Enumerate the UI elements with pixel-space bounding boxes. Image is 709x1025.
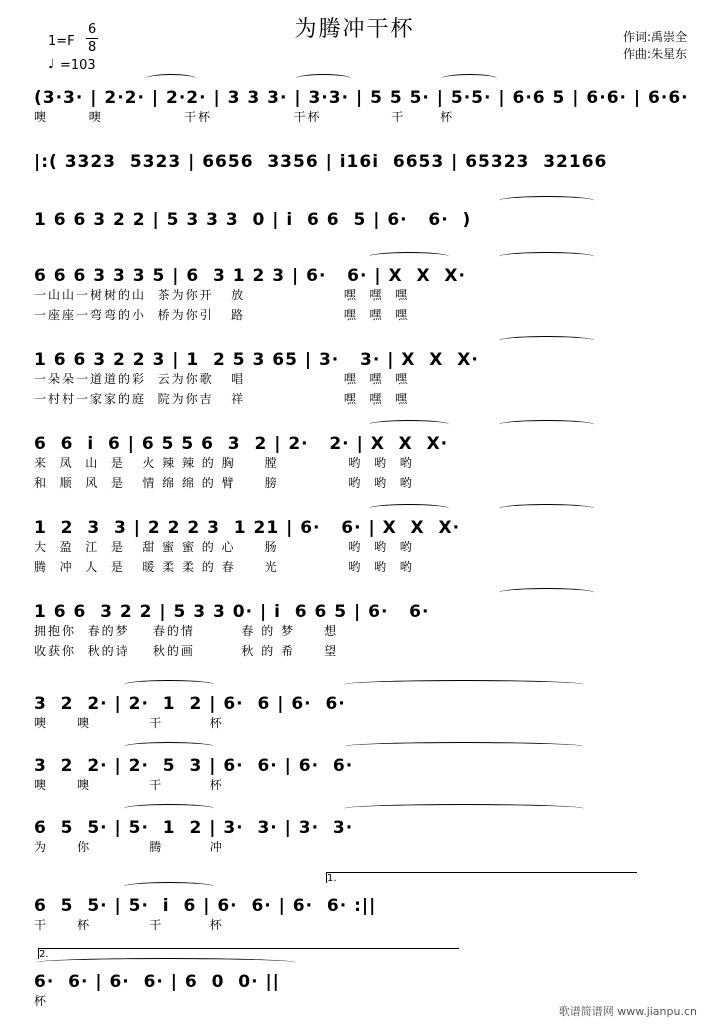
lyric-line-1: 一朵朵一道道的彩 云为你歌 唱 嘿 嘿 嘿 [34,372,410,386]
notes: 6 6 i 6 | 6 5 5 6 3 2 | 2· 2· | X X X· [34,434,449,454]
lyric-line-2: 腾 冲 人 是 暖 柔 柔 的 春 光 哟 哟 哟 [34,560,414,574]
lyric-line-2: 收获你 秋的诗 秋的画 秋 的 希 望 [34,644,339,658]
volta-second: 2. [38,948,459,959]
score-row-4 [34,340,654,406]
meter-divider [86,38,98,39]
lyric-line-1: 拥抱你 春的梦 春的情 春 的 梦 想 [34,624,339,638]
tie [499,252,594,261]
lyric-line: 噢 噢 干杯 干杯 干 杯 [34,110,455,124]
score-row-7 [34,592,654,658]
tie [442,74,497,83]
lyric-line-2: 一座座一弯弯的小 桥为你引 路 嘿 嘿 嘿 [34,308,410,322]
score-row-5 [34,424,654,490]
tie [124,742,214,751]
tie [499,196,594,205]
tie [124,804,214,813]
score-row-6 [34,508,654,574]
notes: 1 6 6 3 2 2 | 5 3 3 0· | i 6 6 5 | 6· 6· [34,602,430,622]
watermark: 歌谱简谱网 www.jianpu.cn [558,1005,697,1018]
score-row-8 [34,684,654,734]
notes: |:( 3323 5323 | 6656 3356 | i16i 6653 | 65323 32166 [34,152,608,172]
notes: 6 6 6 3 3 3 5 | 6 3 1 2 3 | 6· 6· | X X X· [34,266,466,286]
key-signature: 1=F [48,34,75,49]
notes: 1 2 3 3 | 2 2 2 3 1 21 | 6· 6· | X X X· [34,518,461,538]
notes: 1 6 6 3 2 2 3 | 1 2 5 3 65 | 3· 3· | X X X· [34,350,479,370]
lyric-line-1: 一山山一树树的山 茶为你开 放 嘿 嘿 嘿 [34,288,410,302]
tie [499,336,594,345]
notes: (3·3· | 2·2· | 2·2· | 3 3 3· | 3·3· | 5 5 5· | 5·5· | 6·6 5 | 6·6· | 6·6· [34,88,689,108]
lyric-line-2: 一村村一家家的庭 院为你吉 祥 嘿 嘿 嘿 [34,392,410,406]
score-row-9 [34,746,654,796]
volta-first: 1. [326,872,637,883]
composer-credit: 作曲:朱星东 [622,47,687,61]
meter-bottom: 8 [88,40,97,55]
tie [124,680,214,689]
notes: 6· 6· | 6· 6· | 6 0 0· || [34,972,280,992]
lyric-line: 噢 噢 干 杯 [34,716,224,730]
meter-top: 6 [88,22,97,37]
tie [296,74,351,83]
lyric-line-1: 大 盈 江 是 甜 蜜 蜜 的 心 肠 哟 哟 哟 [34,540,414,554]
score-row-3 [34,256,654,322]
lyric-line: 干 杯 干 杯 [34,918,224,932]
tie [369,504,449,513]
tie [36,958,296,967]
tie [369,252,449,261]
tempo: =103 [60,58,96,73]
score-row-0 [34,78,689,128]
page-title: 为腾冲干杯 [294,17,415,42]
lyric-line: 为 你 腾 冲 [34,840,224,854]
notes: 1 6 6 3 2 2 | 5 3 3 3 0 | i 6 6 5 | 6· 6· ) [34,210,472,230]
lyric-line-2: 和 顺 风 是 情 绵 绵 的 臂 膀 哟 哟 哟 [34,476,414,490]
tie [499,420,594,429]
tempo-note-icon: ♩ [48,57,55,72]
tie [344,680,584,689]
score-row-1 [34,142,654,178]
lyric-line: 噢 噢 干 杯 [34,778,224,792]
tie [124,882,214,891]
lyricist-credit: 作词:禹崇全 [622,30,687,44]
score-row-2 [34,200,654,236]
tie [369,420,449,429]
notes: 6 5 5· | 5· 1 2 | 3· 3· | 3· 3· [34,818,354,838]
score-row-11 [34,873,654,936]
lyric-line-1: 来 凤 山 是 火 辣 辣 的 胸 膛 哟 哟 哟 [34,456,414,470]
notes: 3 2 2· | 2· 5 3 | 6· 6· | 6· 6· [34,756,354,776]
notes: 3 2 2· | 2· 1 2 | 6· 6 | 6· 6· [34,694,346,714]
notes: 6 5 5· | 5· i 6 | 6· 6· | 6· 6· :|| [34,896,377,916]
tie [499,504,594,513]
tie [499,588,594,597]
score-row-10 [34,808,654,858]
tie [344,742,584,751]
lyric-line: 杯 [34,994,49,1008]
tie [146,74,196,83]
tie [344,804,584,813]
